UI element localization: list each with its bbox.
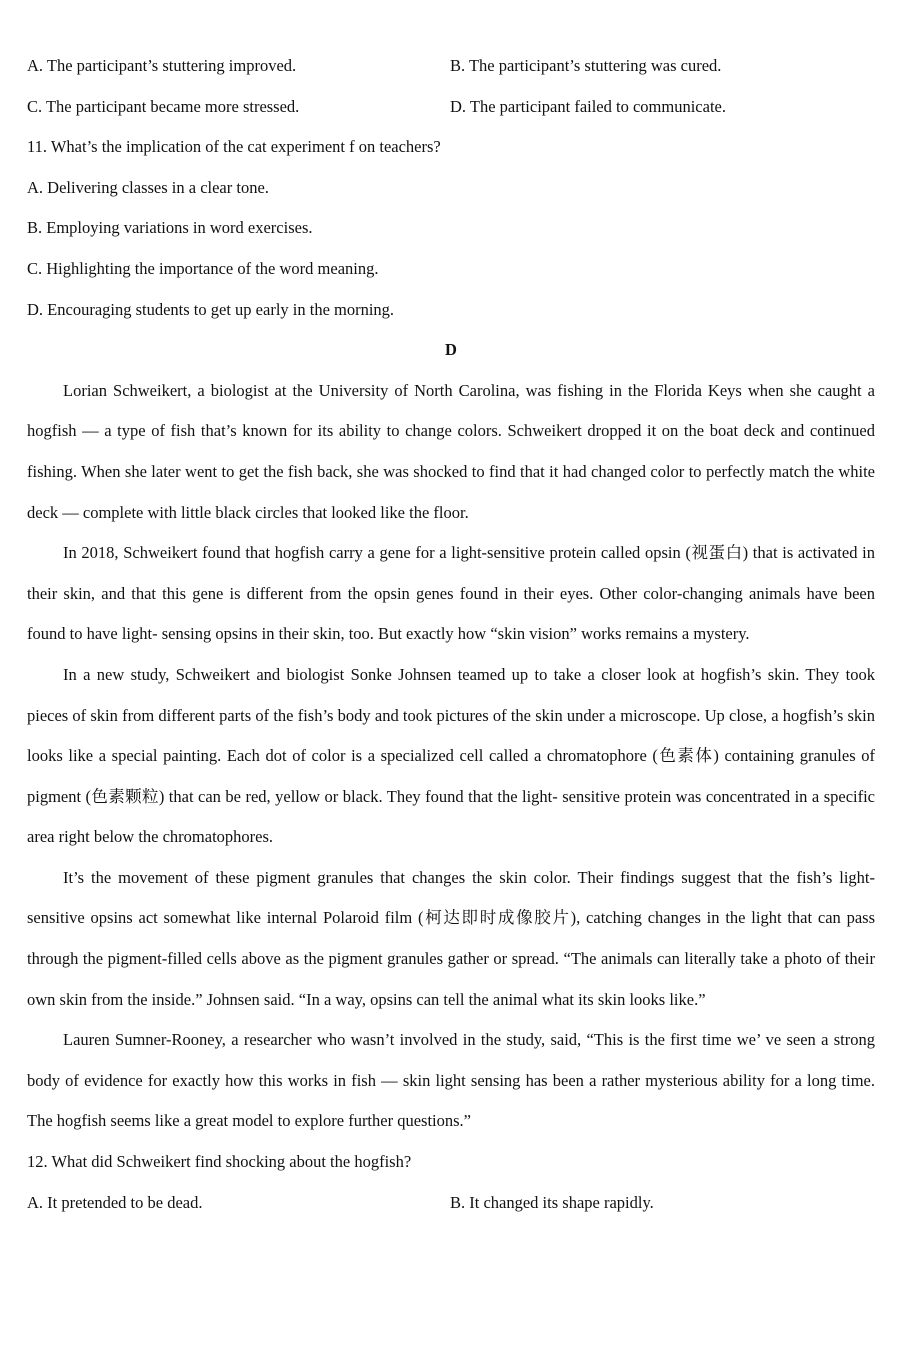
q12-option-a: A. It pretended to be dead. (27, 1192, 203, 1212)
section-heading: D (445, 340, 457, 360)
q11-question: 11. What’s the implication of the cat experiment f on teachers? (27, 137, 441, 157)
q10-options-row-2 (27, 87, 875, 128)
q11-option-b: B. Employing variations in word exercises. (27, 218, 313, 238)
passage-paragraph-3: In a new study, Schweikert and biologist Sonke Johnsen teamed up to take a closer look at hogfish’s skin. They took pieces of skin from different parts of the fish’s body and took pictures of the skin under a microscope. Up close, a hogfish’s skin looks like a special painting. Each dot of color is a specialized cell called a chromatophore (色素体) containing granules of pigment (色素颗粒) that can be red, yellow or black. They found that the light- sensitive protein was concentrated in a specific area right below the chromatophores. (27, 664, 875, 847)
q12-question: 12. What did Schweikert find shocking about the hogfish? (27, 1152, 412, 1172)
q12-option-b: B. It changed its shape rapidly. (450, 1192, 654, 1212)
passage-paragraph-5: Lauren Sumner-Rooney, a researcher who wasn’t involved in the study, said, “This is the first time we’ ve seen a strong body of evidence for exactly how this works in fish — skin light sensing has been a rather mysterious ability for a long time. The hogfish seems like a great model to explore further questions.” (27, 1030, 875, 1131)
q11-option-d: D. Encouraging students to get up early in the morning. (27, 299, 395, 319)
q10-option-a: A. The participant’s stuttering improved. (27, 56, 297, 75)
q11-option-a: A. Delivering classes in a clear tone. (27, 177, 269, 197)
q10-option-c: C. The participant became more stressed. (27, 96, 300, 116)
passage-paragraph-4: It’s the movement of these pigment granules that changes the skin color. Their findings suggest that the fish’s light-sensitive opsins act somewhat like internal Polaroid film (柯达即时成像胶片), catching changes in the light that can pass through the pigment-filled cells above as the pigment granules gather or spread. “The animals can literally take a photo of their own skin from the inside.” Johnsen said. “In a way, opsins can tell the animal what its skin looks like.” (27, 867, 875, 1009)
q10-option-b: B. The participant’s stuttering was cured. (450, 56, 722, 75)
q12-options-row (27, 1183, 875, 1224)
passage-paragraph-1: Lorian Schweikert, a biologist at the University of North Carolina, was fishing in the Florida Keys when she caught a hogfish — a type of fish that’s known for its ability to change colors. Schweikert dropped it on the boat deck and continued fishing. When she later went to get the fish back, she was shocked to find that it had changed color to perfectly match the white deck — complete with little black circles that looked like the floor. (27, 380, 875, 522)
document-page (27, 46, 875, 1223)
q10-option-d: D. The participant failed to communicate. (450, 96, 726, 116)
q11-option-c: C. Highlighting the importance of the word meaning. (27, 258, 379, 278)
q10-options-row-1 (27, 46, 875, 87)
passage-paragraph-2: In 2018, Schweikert found that hogfish carry a gene for a light-sensitive protein called opsin (视蛋白) that is activated in their skin, and that this gene is different from the opsin genes found in their eyes. Other color-changing animals have been found to have light- sensing opsins in their skin, too. But exactly how “skin vision” works remains a mystery. (27, 543, 875, 644)
